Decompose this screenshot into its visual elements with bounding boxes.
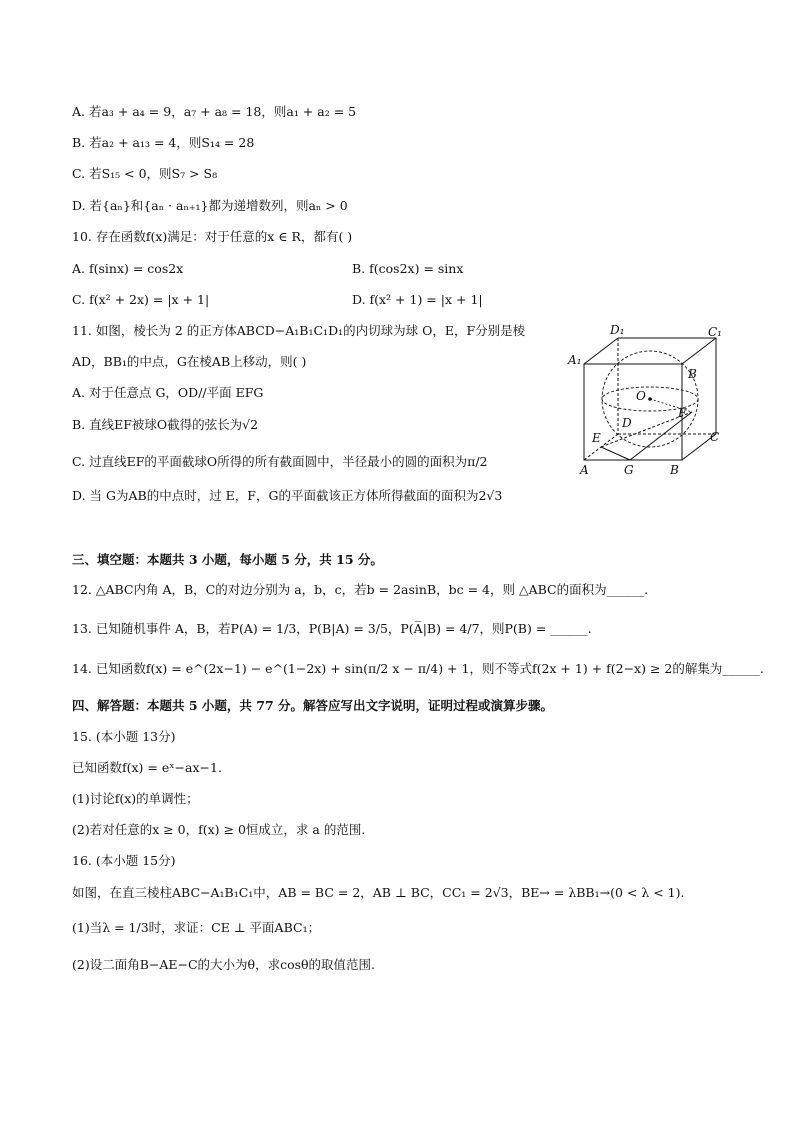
label-d1: D₁	[610, 323, 625, 337]
q15-part1: (1)讨论f(x)的单调性；	[72, 791, 199, 806]
q16-title: 16. (本小题 15分)	[72, 853, 176, 868]
q11-option-a: A. 对于任意点 G，OD//平面 EFG	[72, 385, 264, 400]
q14: 14. 已知函数f(x) = e^(2x−1) − e^(1−2x) + sin(π/2 x − π/4) + 1，则不等式f(2x + 1) + f(2−x) ≥ 2的解集为______.	[72, 661, 764, 676]
label-c: C	[710, 430, 720, 444]
label-d: D	[622, 416, 632, 430]
section-4-heading: 四、解答题：本题共 5 小题，共 77 分。解答应写出文字说明，证明过程或演算步骤。	[72, 698, 554, 713]
q15-title: 15. (本小题 13分)	[72, 729, 176, 744]
q11-stem-line1: 11. 如图，棱长为 2 的正方体ABCD−A₁B₁C₁D₁的内切球为球 O，E，F分别是棱	[72, 323, 526, 338]
label-g: G	[624, 463, 634, 477]
q10-stem: 10. 存在函数f(x)满足：对于任意的x ∈ R，都有( )	[72, 229, 353, 244]
q15-part2: (2)若对任意的x ≥ 0，f(x) ≥ 0恒成立，求 a 的范围.	[72, 822, 366, 837]
q16-part1: (1)当λ = 1/3时，求证：CE ⊥ 平面ABC₁；	[72, 920, 321, 935]
label-b: B	[670, 463, 679, 477]
q12: 12. △ABC内角 A，B，C的对边分别为 a，b，c，若b = 2asinB，bc = 4，则 △ABC的面积为______.	[72, 582, 649, 597]
label-a: A	[580, 463, 589, 477]
label-e: E	[592, 431, 601, 445]
q9-option-c: C. 若S₁₅ < 0，则S₇ > S₈	[72, 166, 218, 181]
q11-option-b: B. 直线EF被球O截得的弦长为√2	[72, 417, 259, 432]
q9-option-d: D. 若{aₙ}和{aₙ · aₙ₊₁}都为递增数列，则aₙ > 0	[72, 198, 348, 213]
q10-option-c: C. f(x² + 2x) = |x + 1|	[72, 292, 210, 307]
label-f: F	[678, 406, 687, 420]
q13: 13. 已知随机事件 A，B，若P(A) = 1/3，P(B|A) = 3/5，P(A̅|B) = 4/7，则P(B) = ______.	[72, 621, 592, 636]
q16-stem: 如图，在直三棱柱ABC−A₁B₁C₁中，AB = BC = 2，AB ⊥ BC，CC₁ = 2√3，BE→ = λBB₁→(0 < λ < 1).	[72, 885, 685, 900]
label-c1: C₁	[708, 325, 722, 339]
label-a1: A₁	[568, 353, 582, 367]
q9-option-b: B. 若a₂ + a₁₃ = 4，则S₁₄ = 28	[72, 135, 255, 150]
q15-stem: 已知函数f(x) = eˣ−ax−1.	[72, 760, 222, 775]
q10-option-d: D. f(x² + 1) = |x + 1|	[352, 292, 483, 307]
q10-option-a: A. f(sinx) = cos2x	[72, 261, 184, 276]
q16-part2: (2)设二面角B−AE−C的大小为θ，求cosθ的取值范围.	[72, 957, 376, 972]
section-3-heading: 三、填空题：本题共 3 小题，每小题 5 分，共 15 分。	[72, 552, 383, 567]
cube-sphere-figure	[560, 318, 730, 478]
q9-option-a: A. 若a₃ + a₄ = 9，a₇ + a₈ = 18，则a₁ + a₂ = 5	[72, 104, 357, 119]
label-b1: B	[688, 367, 697, 381]
q11-stem-line2: AD，BB₁的中点，G在棱AB上移动，则( )	[72, 354, 307, 369]
q11-option-d: D. 当 G为AB的中点时，过 E，F，G的平面截该正方体所得截面的面积为2√3	[72, 488, 503, 503]
label-o: O	[636, 389, 646, 403]
q11-option-c: C. 过直线EF的平面截球O所得的所有截面圆中，半径最小的圆的面积为π/2	[72, 454, 488, 469]
q10-option-b: B. f(cos2x) = sinx	[352, 261, 464, 276]
